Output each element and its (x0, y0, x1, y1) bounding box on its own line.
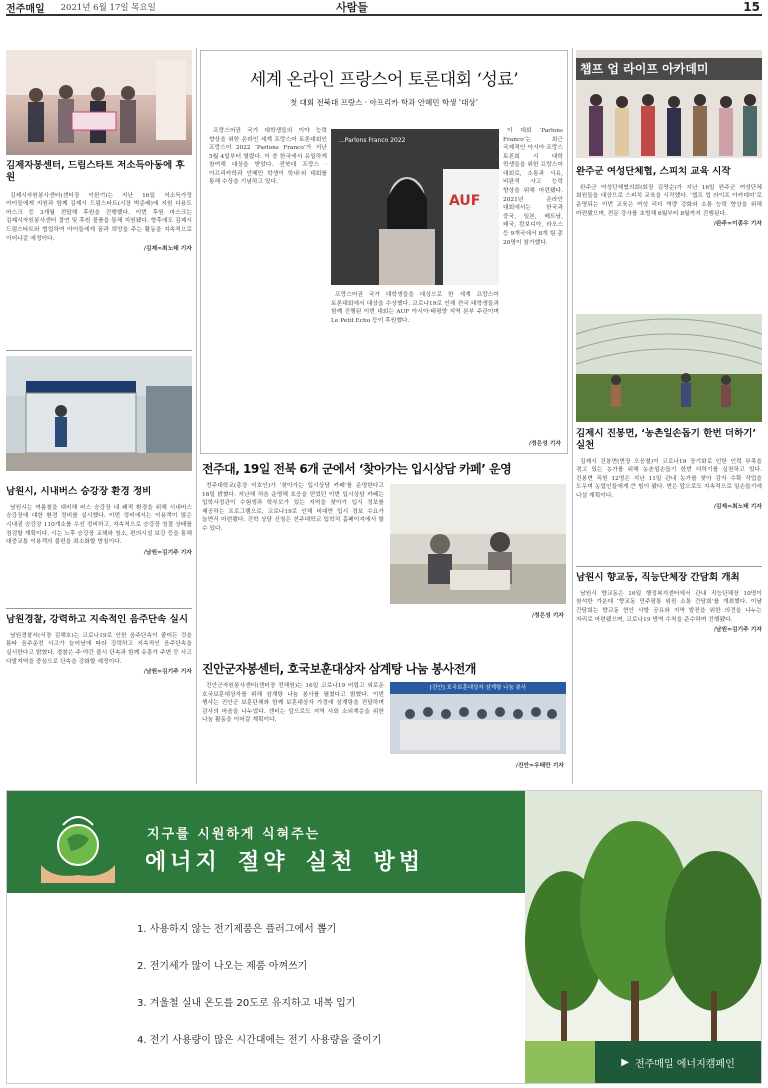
greenhouse-photo-art (576, 314, 762, 422)
energy-tip-3: 3. 겨울철 실내 온도를 20도로 유지하고 내복 입기 (137, 998, 356, 1009)
banner-main-slogan: 에너지 절약 실천 방법 (145, 850, 425, 875)
energy-tip-1: 1. 사용하지 않는 전기제품은 플러그에서 뽑기 (137, 924, 337, 935)
auf-logo: AUF (449, 193, 481, 209)
story-mid3 (200, 660, 568, 784)
issue-date: 2021년 6월 17일 목요일 (60, 3, 156, 13)
donation-photo-art (6, 50, 192, 155)
story-right3-body: 남원시 향교동은 16일 행정복지센터에서 관내 직능단체장 10명이 참석한 가운데 ‘향교동 민주평통 위원 소통 간담회’를 개최했다. 이날 간담회는 향교동 현안 사항 공유와 지역 발전을 위한 의견을 나누는 자리로 마련됐으며, 코로나19 방역 수칙을 준수하며 진행됐다. (576, 590, 762, 623)
section-title: 사람들 (336, 1, 368, 14)
feature-photo-caption: ...Parlons Franco 2022 (339, 137, 406, 144)
campaign-text: 전주매일 에너지캠페인 (634, 1058, 735, 1070)
feature-photo (331, 129, 499, 285)
story-right2-byline: /김제=최노태 기자 (713, 503, 762, 510)
campaign-arrow-icon: ▶ (621, 1056, 629, 1068)
story-left1-body: 김제시자원봉사센터(센터장 이한기)는 지난 16일 저소득가정 아이들에게 지원과 함께 김제시 드림스타트(시장 박준배)에 지원 다용도 마스크 등 3개월 전달해 후원을 진행했다. 이번 후원 마스크는 김제시자원봉사센터 결연 및 후원 물품을 통해 지원됐다. 향후에도 김제시 드림스타트와 협업하여 아이들에게 꿈과 희망을 주는 활동을 지속적으로 이어나갈 예정이다. (6, 192, 192, 242)
samgyetang-photo-art (390, 694, 566, 754)
story-left3-body: 남원경찰서(서장 김해호)는 코로나19로 인한 음주단속이 줄어든 것을 틈타 음주운전 사고가 늘어남에 따라 강력하고 지속적인 음주단속을 실시한다고 밝혔다. 경찰은 주·야간 불시 단속과 함께 유흥가 주변 등 사고 다발지역을 중심으로 단속을 강화할 예정이다. (6, 632, 192, 665)
energy-tip-2: 2. 전기세가 많이 나오는 제품 아껴쓰기 (137, 961, 308, 972)
story-left1-byline: /김제=최노태 기자 (143, 246, 192, 253)
energy-tip-4: 4. 전기 사용량이 많은 시간대에는 전기 사용량을 줄이기 (137, 1035, 382, 1046)
consult-cafe-photo-art (390, 484, 566, 604)
feature-subhead: 첫 대회 전북대 프랑스 · 아프리카 학과 안혜민 학생 ‘대상’ (290, 98, 478, 107)
story-mid2-headline: 전주대, 19일 전북 6개 군에서 ‘찾아가는 입시상담 카페’ 운영 (202, 462, 512, 476)
energy-campaign-banner (6, 790, 762, 1084)
feature-col3: 이 대회 ‘Parlons Franco’는 최근 국제적인 아시아·프랑스 토론회 시 대학 학생들을 위한 프랑스어 대회로, 소통과 사유, 비판적 사고 능력 향상을 위해 마련됐다. 2021년 온라인 대회에서는 한국과 중국, 일본, 베트남, 태국, 캄보디아, 라오스 등 9개국에서 8개 팀 총 20명이 참가했다. (503, 128, 563, 246)
feature-box (200, 50, 568, 454)
story-left1 (6, 160, 192, 340)
samgyetang-photo-banner: [진안] 호국보훈대상자 삼계탕 나눔 봉사 (390, 682, 566, 694)
speech-class-banner: 챕프 업 라이프 아카데미 (576, 58, 762, 80)
story-left3-headline: 남원경찰, 강력하고 지속적인 음주단속 실시 (6, 614, 189, 625)
feature-col1: 프랑스어권 국가 대학생들의 이야 능력 향상을 위한 온라인 세계 프랑스어 토론대회인 프랑스어 2022 ‘Parlons Franco’가 지난 5월 4일부터 열렸다. 이 중 한국에서 유일하게 참여해 대상을 받았다. 전북대 프랑스 · 아프리카학과 안혜민 학생이 학내·외 대회를 통해 수상을 기념하고 있다. (209, 128, 327, 186)
bus-stop-photo-art (6, 356, 192, 471)
story-mid3-headline: 진안군자봉센터, 호국보훈대상자 삼계탕 나눔 봉사전개 (202, 662, 476, 676)
feature-byline: /정은성 기자 (528, 441, 561, 447)
story-right1-body: 완주군 여성단체협의회(회장 김영순)가 지난 16일 완주군 여성단체 회원들을 대상으로 스피치 교육을 시작했다. ‘챕프 업 라이프 아카데미’로 운영되는 이번 교육은 여성 리더 역량 강화와 소통 능력 향상을 위해 마련됐으며, 전문 강사를 초빙해 6월부터 8월까지 진행된다. (576, 184, 762, 217)
story-right3 (576, 572, 762, 784)
story-right1-byline: /완주=이종우 기자 (713, 221, 762, 228)
story-left3 (6, 614, 192, 784)
speech-class-photo (576, 50, 762, 158)
story-right1 (576, 166, 762, 314)
story-left2-body: 남원시는 여름철을 대비해 버스 승강장 내 쾌적 환경을 위해 시내버스 승강장에 대한 환경 정비를 실시했다. 이번 정비에서는 이용객이 많은 시내권 승강장 110개소를 우선 정비하고, 지속적으로 승강장 청결 상태를 점검할 계획이다. 시는 노후 승강장 교체와 청소, 편의시설 보강 등을 통해 대중교통 이용객의 불편을 최소화할 방침이다. (6, 504, 192, 546)
story-mid3-byline: /진안=우태만 기자 (515, 763, 564, 769)
story-right2-body: 김제시 진봉면(면장 오응철)이 코로나19 장기화로 인한 인력 부족을 겪고 있는 농가를 위해 농촌일손돕기 한번 더하기를 실천하고 있다. 진봉면 직원 12명은 지난 11일 관내 농가를 찾아 감자 수확 작업을 도우며 농업인들에게 큰 힘이 됐다. 면은 앞으로도 지속적으로 일손돕기에 나설 계획이다. (576, 458, 762, 500)
story-left2-byline: /남원=김기주 기자 (143, 549, 192, 556)
story-mid2-body: 전주대학교(총장 이호인)가 ‘찾아가는 입시상담 카페’를 운영한다고 16일 밝혔다. 지난해 처음 운영해 호응을 얻었던 이번 입시상담 카페는 입학사정관이 수험생과 학부모가 있는 지역을 찾아가 입시 정보를 제공하는 프로그램으로, 코로나19로 인해 비대면 입시 정보 수요가 늘면서 마련됐다. 진학 상담 신청은 전주대학교 입학처 홈페이지에서 할 수 있다. (202, 483, 384, 532)
samgyetang-photo (390, 682, 566, 754)
story-right1-headline: 완주군 여성단체협, 스피치 교육 시작 (576, 166, 731, 177)
bus-stop-photo (6, 356, 192, 471)
feature-headline: 세계 온라인 프랑스어 토론대회 ‘성료’ (249, 70, 519, 90)
energy-tips-list (137, 909, 537, 1057)
story-left1-headline: 김제자봉센터, 드림스타트 저소득아동에 후원 (6, 160, 185, 183)
story-mid2-byline: /정은성 기자 (531, 613, 564, 619)
story-mid2 (200, 460, 568, 656)
masthead (6, 0, 762, 16)
feature-col2: 프랑스어권 국가 대학생들을 대상으로 한 세계 프랑스어 토론대회에서 대상을 수상했다. 코로나19로 인해 전국 대학생들과 함께 진행된 이번 대회는 AUF 아시아·태평양 지역 본부 주관이며 Le Petit Echo 등이 후원했다. (331, 292, 499, 324)
story-left3-byline: /남원=김기주 기자 (143, 669, 192, 676)
story-mid3-body: 진안군자원봉사센터(센터장 전해원)는 16일 코로나19 어렵고 외로운 호국보훈대상자를 위해 삼계탕 나눔 봉사를 펼쳤다고 밝혔다. 이번 행사는 진안군 보훈단체와 함께 보훈대상자 가정에 삼계탕을 전달하며 감사의 마음을 나누었다. 센터는 앞으로도 지역 사회 소외계층을 위한 나눔 활동을 이어갈 계획이다. (202, 683, 384, 724)
campaign-label (595, 1041, 761, 1083)
story-right3-headline: 남원시 향교동, 직능단체장 간담회 개최 (576, 572, 740, 583)
greenhouse-photo (576, 314, 762, 422)
donation-photo (6, 50, 192, 155)
story-left2-headline: 남원시, 시내버스 승강장 환경 정비 (6, 486, 152, 497)
story-right3-byline: /남원=김기주 기자 (713, 627, 762, 634)
banner-top-slogan: 지구를 시원하게 식혀주는 (147, 827, 321, 842)
consult-cafe-photo (390, 484, 566, 604)
story-right2-headline: 김제시 진봉면, ‘농촌일손돕기 한번 더하기’ 실천 (576, 428, 757, 451)
paper-name: 전주매일 (6, 3, 45, 15)
speech-class-photo-art (576, 80, 762, 158)
story-left2 (6, 486, 192, 606)
page-number: 15 (743, 0, 760, 14)
earth-hands-icon (33, 809, 123, 889)
